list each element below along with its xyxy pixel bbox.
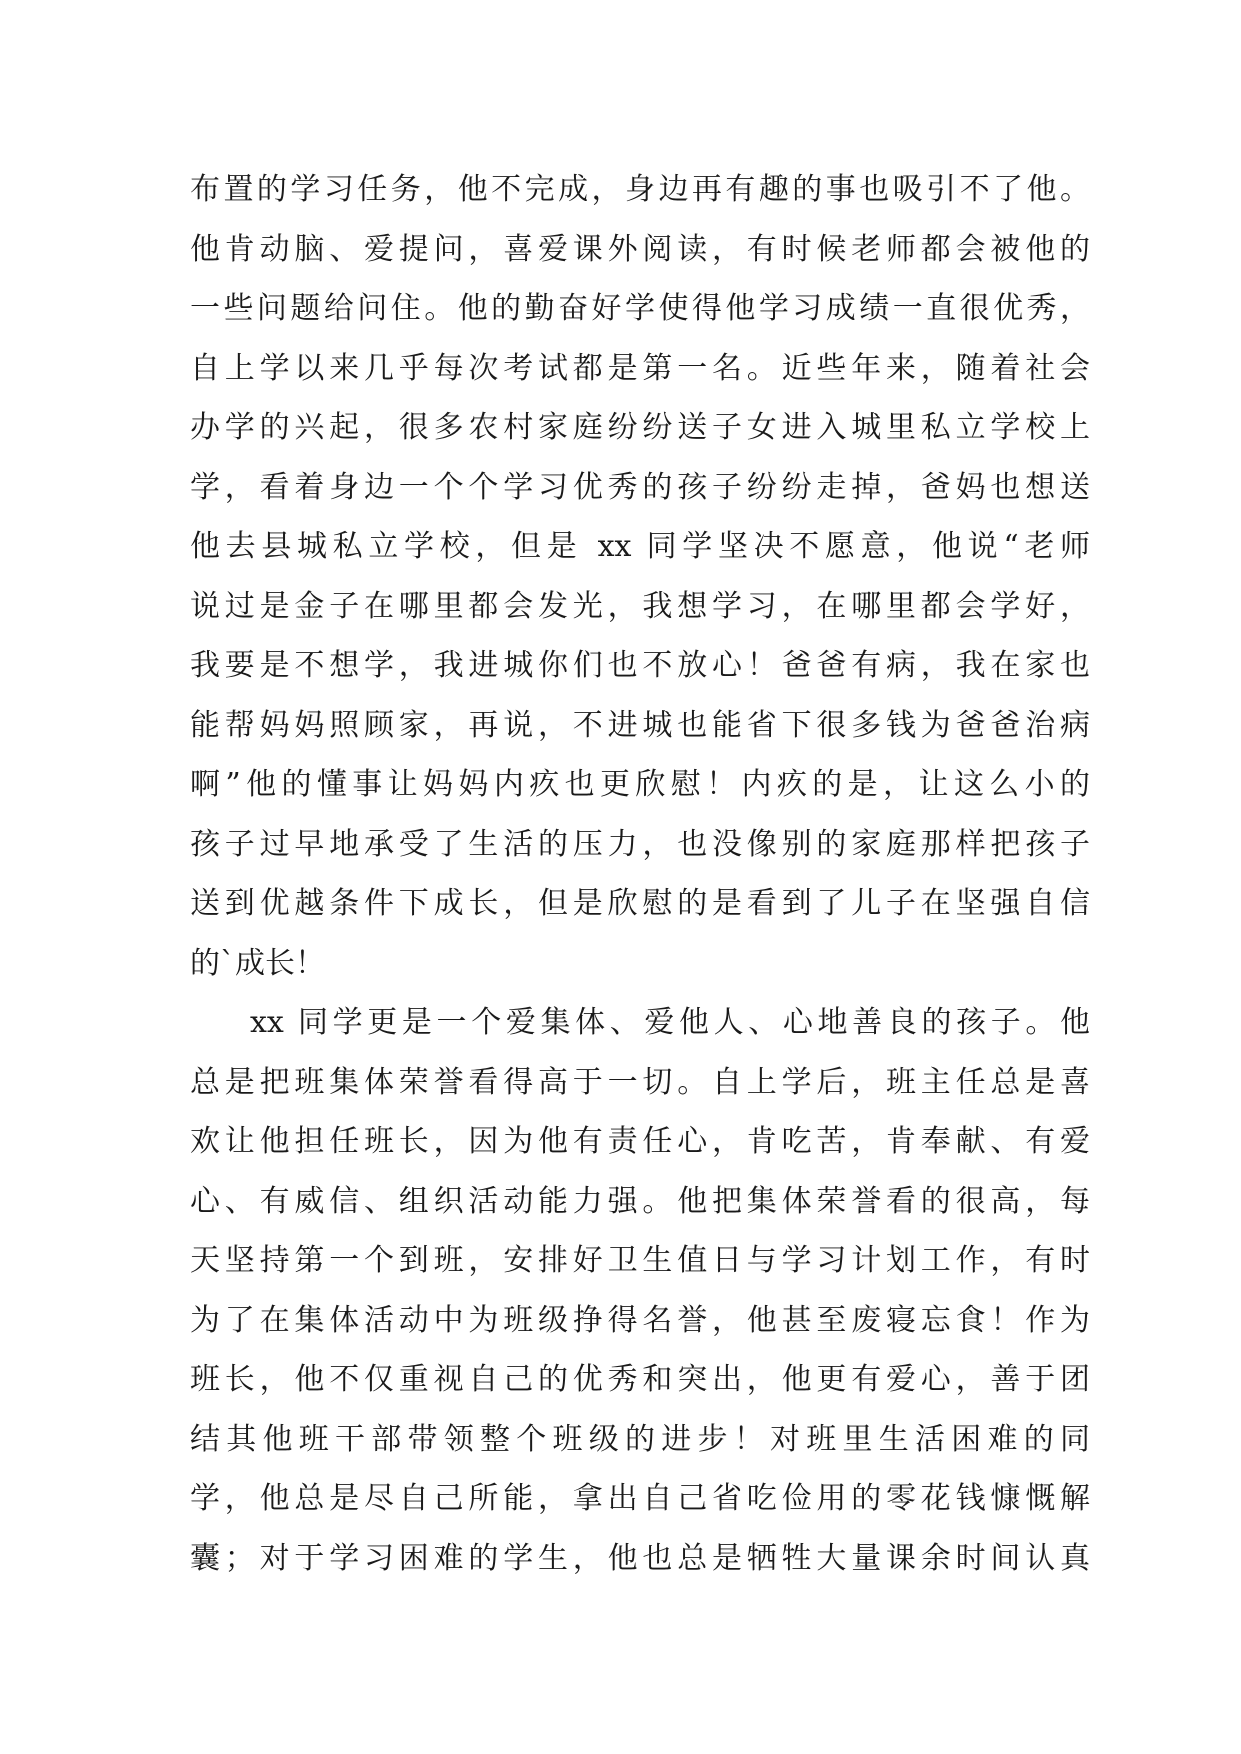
text-line-21: 班长，他不仅重视自己的优秀和突出，他更有爱心，善于团 <box>190 1362 1090 1397</box>
text-line-3: 一些问题给问住。他的勤奋好学使得他学习成绩一直很优秀， <box>190 291 1090 326</box>
text-line-10: 能帮妈妈照顾家，再说，不进城也能省下很多钱为爸爸治病 <box>190 707 1090 743</box>
text-line-22: 结其他班干部带领整个班级的进步！对班里生活困难的同 <box>190 1421 1090 1457</box>
text-line-24: 囊；对于学习困难的学生，他也总是牺牲大量课余时间认真 <box>190 1540 1090 1576</box>
text-line-7: 他去县城私立学校，但是 xx 同学坚决不愿意，他说“老师 <box>190 529 1090 564</box>
text-line-15: xx 同学更是一个爱集体、爱他人、心地善良的孩子。他 <box>250 1005 1090 1040</box>
text-line-16: 总是把班集体荣誉看得高于一切。自上学后，班主任总是喜 <box>190 1064 1090 1100</box>
text-line-5: 办学的兴起，很多农村家庭纷纷送子女进入城里私立学校上 <box>190 410 1090 445</box>
text-line-2: 他肯动脑、爱提问，喜爱课外阅读，有时候老师都会被他的 <box>190 231 1090 267</box>
text-line-9: 我要是不想学，我进城你们也不放心！爸爸有病，我在家也 <box>190 648 1090 683</box>
text-line-12: 孩子过早地承受了生活的压力，也没像别的家庭那样把孩子 <box>190 826 1090 862</box>
text-line-20: 为了在集体活动中为班级挣得名誉，他甚至废寝忘食！作为 <box>190 1302 1090 1338</box>
text-line-23: 学，他总是尽自己所能，拿出自己省吃俭用的零花钱慷慨解 <box>190 1481 1090 1516</box>
text-line-17: 欢让他担任班长，因为他有责任心，肯吃苦，肯奉献、有爱 <box>190 1124 1090 1159</box>
text-line-18: 心、有威信、组织活动能力强。他把集体荣誉看的很高，每 <box>190 1183 1090 1219</box>
text-line-13: 送到优越条件下成长，但是欣慰的是看到了儿子在坚强自信 <box>190 886 1090 921</box>
text-line-19: 天坚持第一个到班，安排好卫生值日与学习计划工作，有时 <box>190 1243 1090 1278</box>
text-line-4: 自上学以来几乎每次考试都是第一名。近些年来，随着社会 <box>190 350 1090 386</box>
text-line-14: 的`成长！ <box>190 945 325 981</box>
text-line-11: 啊”他的懂事让妈妈内疚也更欣慰！内疚的是，让这么小的 <box>190 767 1090 802</box>
text-line-1: 布置的学习任务，他不完成，身边再有趣的事也吸引不了他。 <box>190 172 1090 207</box>
body-text <box>190 160 1090 1588</box>
text-line-8: 说过是金子在哪里都会发光，我想学习，在哪里都会学好， <box>190 588 1090 624</box>
text-line-6: 学，看着身边一个个学习优秀的孩子纷纷走掉，爸妈也想送 <box>190 469 1090 505</box>
